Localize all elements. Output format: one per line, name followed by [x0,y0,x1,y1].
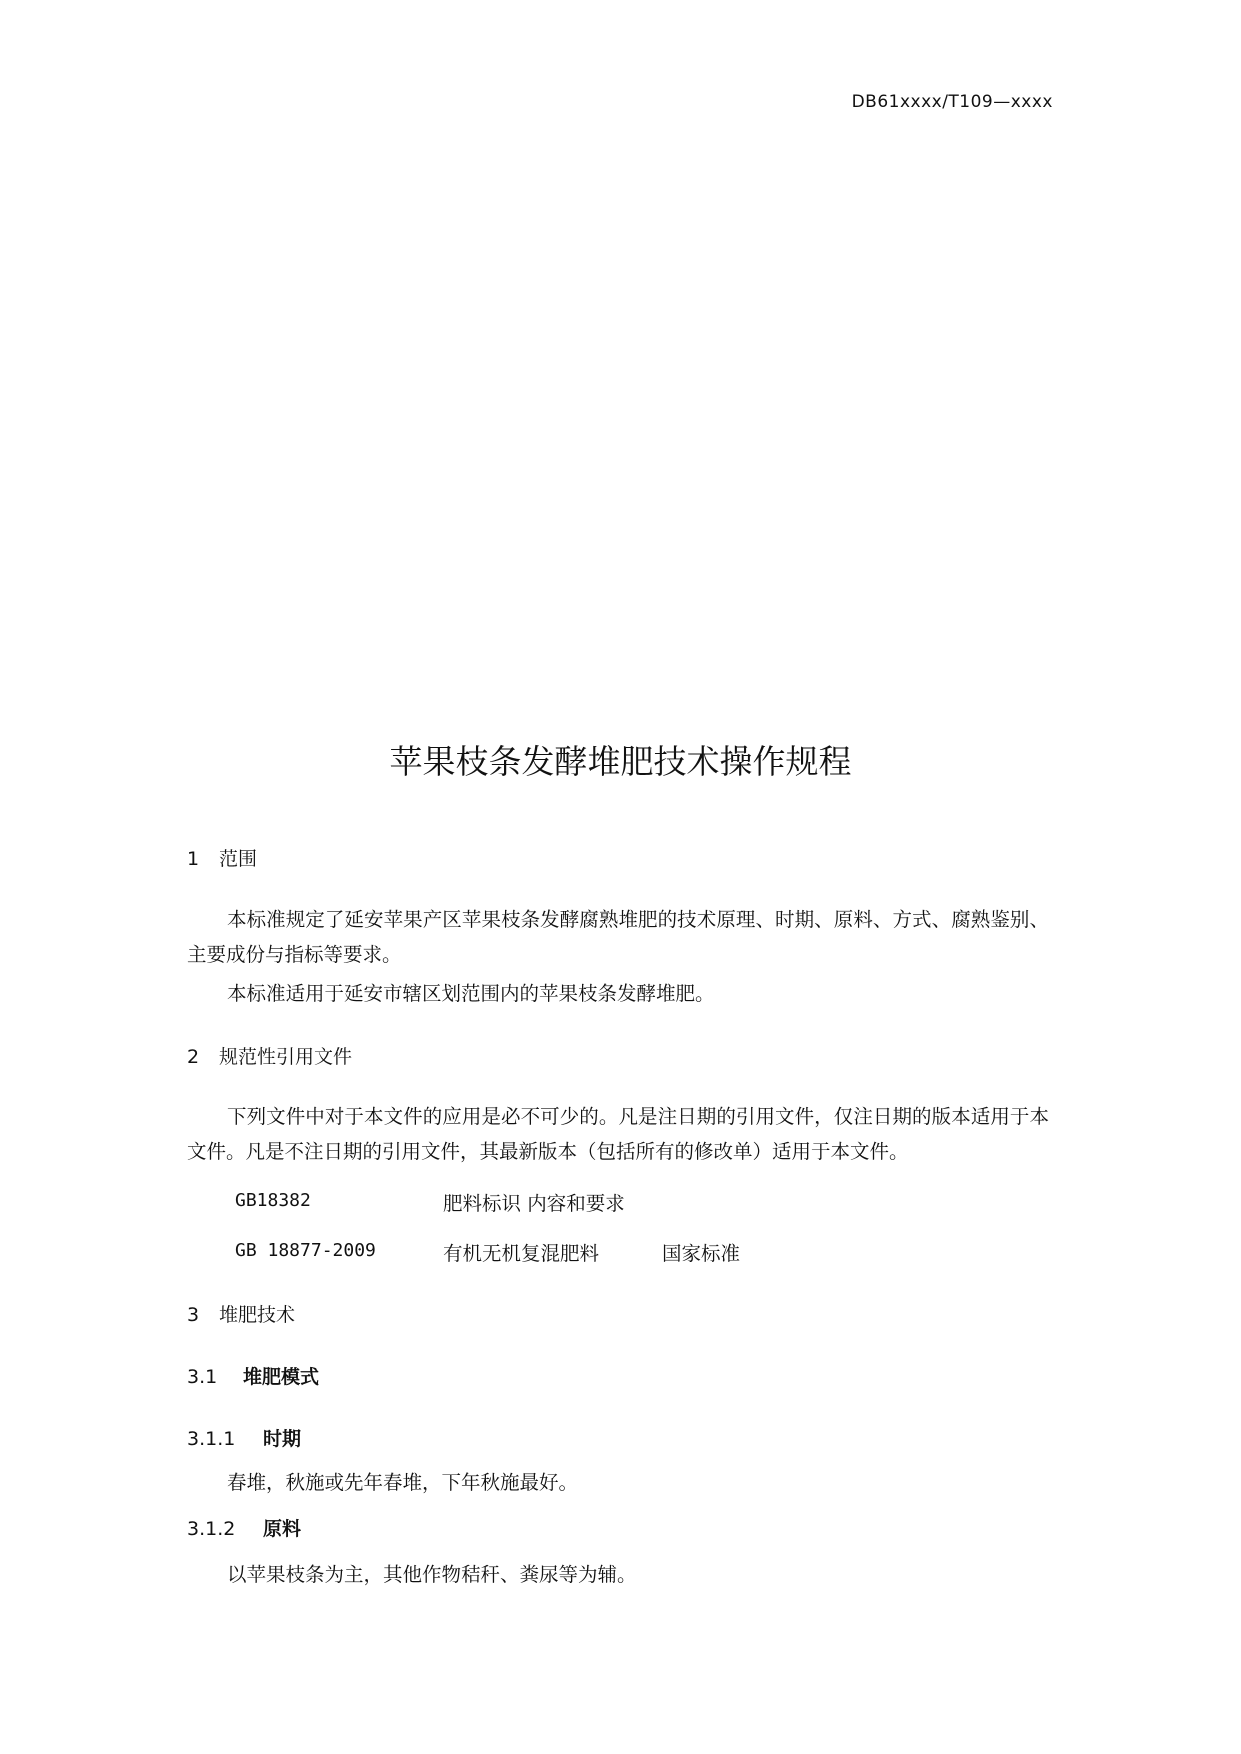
section-1-paragraph-2: 本标准适用于延安市辖区划范围内的苹果枝条发酵堆肥。 [227,982,715,1005]
subsection-number: 3.1 [187,1366,218,1388]
subsection-number: 3.1.2 [187,1518,236,1540]
section-title: 范围 [219,848,258,870]
section-number: 3 [187,1304,200,1326]
document-code: DB61xxxx/T109—xxxx [851,92,1053,112]
reference-code: GB18382 [235,1190,311,1211]
section-2-paragraph-1: 下列文件中对于本文件的应用是必不可少的。凡是注日期的引用文件，仅注日期的版本适用于本文件。凡是不注日期的引用文件，其最新版本（包括所有的修改单）适用于本文件。 [187,1105,1049,1163]
subsection-3-1-2-text: 以苹果枝条为主，其他作物秸秆、粪尿等为辅。 [227,1563,637,1586]
section-number: 1 [187,848,200,870]
section-title: 堆肥技术 [219,1304,296,1326]
section-title: 规范性引用文件 [219,1046,353,1068]
subsection-title: 时期 [263,1428,302,1450]
reference-title: 肥料标识 内容和要求 [443,1192,625,1215]
reference-code: GB 18877-2009 [235,1240,376,1261]
section-1-heading [187,844,257,871]
subsection-title: 原料 [263,1518,302,1540]
reference-title: 有机无机复混肥料 [443,1242,600,1265]
section-3-heading [187,1300,295,1327]
subsection-3-1-heading [187,1362,319,1389]
subsection-3-1-2-heading [187,1514,301,1541]
subsection-number: 3.1.1 [187,1428,236,1450]
subsection-3-1-1-heading [187,1424,301,1451]
section-2-heading [187,1042,352,1069]
subsection-title: 堆肥模式 [243,1366,320,1388]
subsection-3-1-1-text: 春堆，秋施或先年春堆，下年秋施最好。 [227,1471,579,1494]
reference-note: 国家标准 [662,1242,741,1265]
section-number: 2 [187,1046,200,1068]
document-title: 苹果枝条发酵堆肥技术操作规程 [389,742,852,781]
section-1-paragraph-1: 本标准规定了延安苹果产区苹果枝条发酵腐熟堆肥的技术原理、时期、原料、方式、腐熟鉴别、主要成份与指标等要求。 [187,908,1049,966]
